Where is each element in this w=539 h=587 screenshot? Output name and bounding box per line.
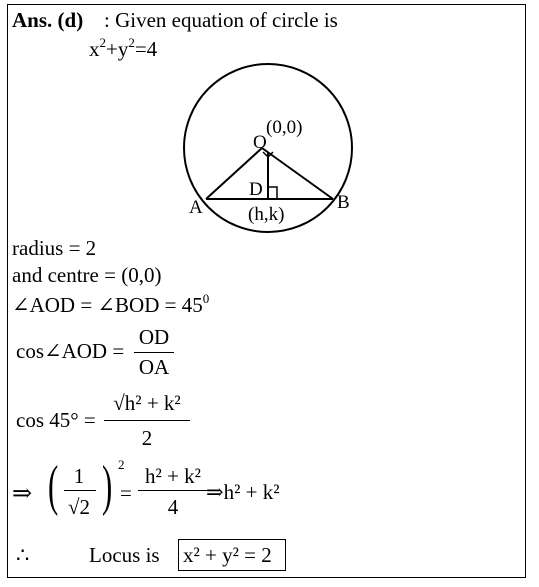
origin-label: (0,0) — [266, 117, 303, 138]
cos-aod-denominator: OA — [138, 355, 170, 379]
cos45-denominator: 2 — [141, 426, 153, 450]
cos45-fraction-bar — [104, 420, 190, 421]
angle-step: ∠AOD = ∠BOD = $45^0$ — [12, 291, 210, 317]
therefore-symbol: ∴ — [16, 543, 30, 567]
equals-sign: = — [120, 481, 132, 505]
rhs-denominator: 4 — [167, 495, 179, 519]
paren-numerator: 1 — [73, 464, 85, 488]
left-paren: ( — [48, 455, 59, 517]
given-text: : Given equation of circle is — [104, 8, 338, 32]
result-expression: ⇒h² + k² — [206, 480, 280, 504]
cos-aod-lhs: cos∠AOD = — [16, 339, 125, 363]
point-a-label: A — [189, 197, 203, 218]
point-d-label: D — [249, 179, 263, 200]
radius-ob — [262, 148, 333, 199]
cos45-numerator: √h² + k² — [113, 391, 181, 415]
point-b-label: B — [337, 192, 350, 213]
circle-equation: $x^2+y^2=4$ — [89, 35, 158, 61]
paren-power: 2 — [118, 457, 125, 472]
cos-aod-numerator: OD — [138, 325, 170, 349]
radius-step: radius = 2 — [12, 236, 97, 260]
answer-label: Ans. (d) — [12, 8, 84, 32]
midpoint-label: (h,k) — [248, 204, 285, 225]
cos45-lhs: cos 45° = — [16, 408, 96, 432]
right-angle-mark — [268, 187, 277, 199]
locus-label: Locus is — [89, 543, 160, 567]
cos-aod-fraction-bar — [134, 352, 174, 353]
paren-fraction-bar — [64, 490, 96, 491]
point-o-label: O — [253, 132, 267, 153]
rhs-fraction-bar — [138, 490, 208, 491]
centre-step: and centre = (0,0) — [12, 263, 162, 287]
paren-denominator: √2 — [67, 495, 91, 519]
right-paren: ) — [102, 455, 113, 517]
locus-answer: x² + y² = 2 — [183, 543, 272, 567]
implies-symbol: ⇒ — [12, 481, 33, 507]
rhs-numerator: h² + k² — [145, 464, 201, 488]
